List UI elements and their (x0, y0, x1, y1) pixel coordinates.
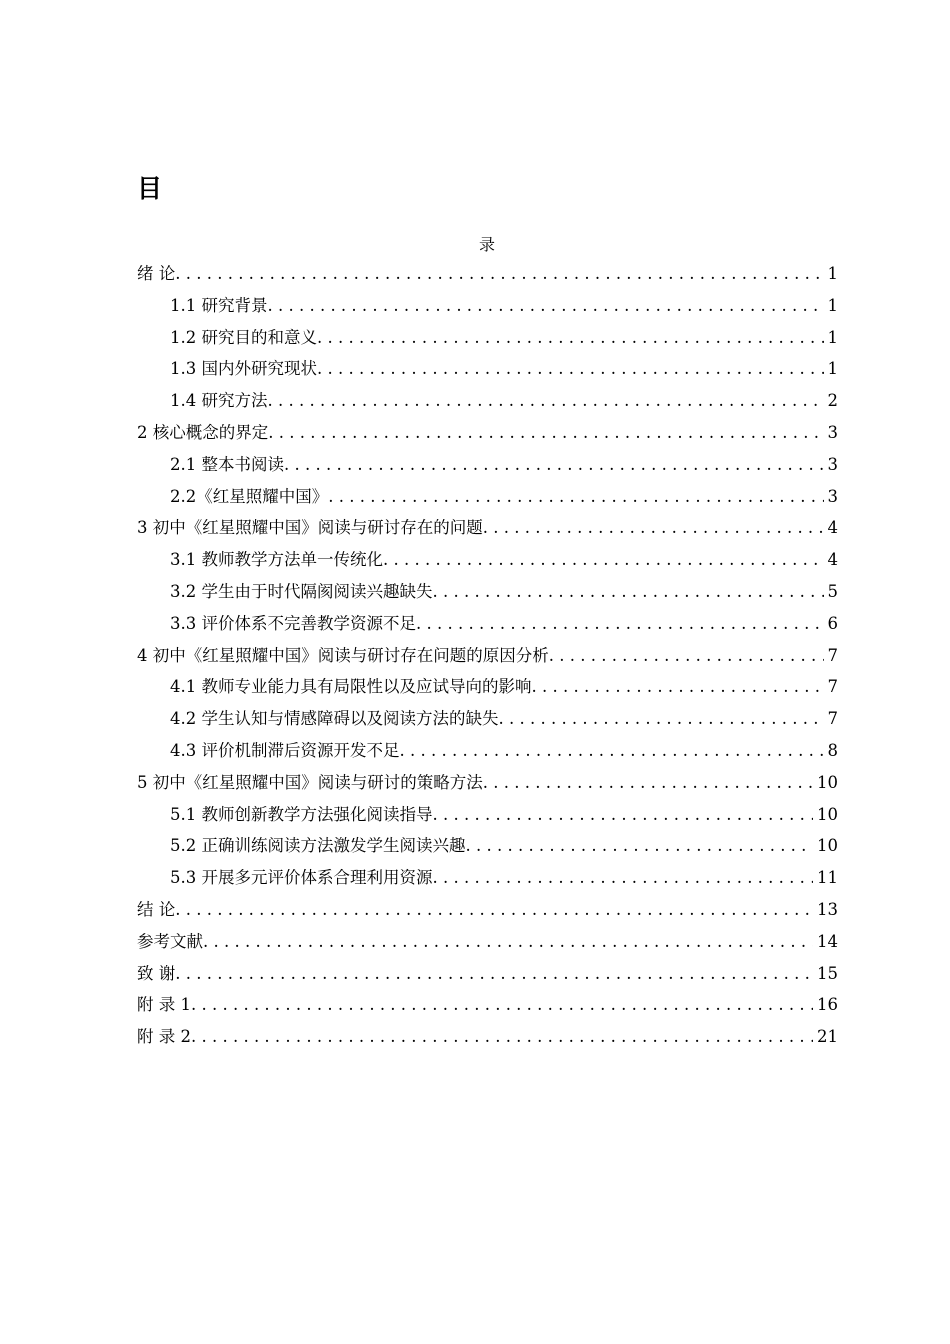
toc-entry-page: 7 (827, 677, 838, 697)
toc-entry-page: 3 (827, 486, 838, 506)
toc-entry-title: 参考文献 (137, 931, 203, 951)
toc-entry-title: 致 谢 (137, 963, 176, 983)
toc-entry-4-1[interactable] (137, 671, 838, 703)
toc-entry-title: 4.1 教师专业能力具有局限性以及应试导向的影响 (170, 677, 532, 697)
toc-entry-page: 10 (817, 836, 838, 856)
toc-entry-1-1[interactable] (137, 290, 838, 322)
toc-dot-leader (466, 830, 814, 862)
toc-dot-leader (268, 417, 823, 449)
toc-entry-title: 5.1 教师创新教学方法强化阅读指导 (170, 804, 433, 824)
toc-entry-title: 5.3 开展多元评价体系合理利用资源 (170, 868, 433, 888)
toc-entry-page: 13 (817, 899, 838, 919)
toc-entry-title: 2.2《红星照耀中国》 (170, 486, 329, 506)
toc-dot-leader (175, 958, 813, 990)
toc-entry-title: 附 录 1 (137, 995, 191, 1015)
toc-entry-3[interactable] (137, 512, 838, 544)
toc-entry-1-2[interactable] (137, 322, 838, 354)
toc-entry-5[interactable] (137, 767, 838, 799)
toc-dot-leader (191, 989, 813, 1021)
toc-entry-page: 14 (817, 931, 838, 951)
toc-entry-title: 1.1 研究背景 (170, 295, 268, 315)
toc-dot-leader (383, 544, 824, 576)
toc-entry-title: 3 初中《红星照耀中国》阅读与研讨存在的问题 (137, 518, 483, 538)
toc-dot-leader (433, 799, 814, 831)
toc-entry-page: 15 (817, 963, 838, 983)
toc-entry-page: 4 (827, 550, 838, 570)
toc-entry-page: 7 (827, 645, 838, 665)
toc-entry-page: 8 (827, 740, 838, 760)
toc-heading-mu: 目 (137, 174, 163, 203)
toc-entry-page: 1 (827, 264, 838, 283)
toc-entry-4-3[interactable] (137, 735, 838, 767)
toc-entry-3-1[interactable] (137, 544, 838, 576)
toc-entry-title: 1.4 研究方法 (170, 391, 268, 411)
toc-entry-title: 3.1 教师教学方法单一传统化 (170, 550, 383, 570)
toc-entry-page: 3 (827, 422, 838, 442)
toc-dot-leader (203, 926, 813, 958)
toc-dot-leader (175, 258, 823, 290)
toc-dot-leader (268, 385, 824, 417)
toc-dot-leader (175, 894, 813, 926)
toc-dot-leader (317, 322, 824, 354)
toc-dot-leader (191, 1021, 813, 1053)
toc-dot-leader (317, 353, 824, 385)
toc-entry-title: 4.3 评价机制滞后资源开发不足 (170, 740, 400, 760)
toc-entry-page: 3 (827, 454, 838, 474)
toc-entry-introduction[interactable] (137, 258, 838, 290)
toc-entry-title: 5.2 正确训练阅读方法激发学生阅读兴趣 (170, 836, 466, 856)
toc-entry-page: 7 (827, 709, 838, 729)
toc-entry-appendix-2[interactable] (137, 1021, 838, 1053)
toc-entry-3-3[interactable] (137, 608, 838, 640)
toc-entry-page: 21 (817, 1027, 838, 1047)
toc-dot-leader (328, 481, 823, 513)
toc-entry-4-2[interactable] (137, 703, 838, 735)
toc-entry-references[interactable] (137, 926, 838, 958)
toc-entry-page: 1 (827, 327, 838, 347)
toc-entry-title: 3.2 学生由于时代隔阂阅读兴趣缺失 (170, 581, 433, 601)
toc-entry-page: 1 (827, 295, 838, 315)
toc-entry-3-2[interactable] (137, 576, 838, 608)
toc-entry-title: 绪 论 (137, 264, 176, 283)
toc-entry-title: 2 核心概念的界定 (137, 422, 269, 442)
toc-entry-page: 4 (827, 518, 838, 538)
toc-entry-appendix-1[interactable] (137, 989, 838, 1021)
toc-entry-title: 5 初中《红星照耀中国》阅读与研讨的策略方法 (137, 772, 483, 792)
toc-entry-5-3[interactable] (137, 862, 838, 894)
toc-dot-leader (268, 290, 824, 322)
toc-entry-2-2[interactable] (137, 481, 838, 513)
toc-entry-4[interactable] (137, 640, 838, 672)
toc-entry-2[interactable] (137, 417, 838, 449)
toc-entry-5-2[interactable] (137, 830, 838, 862)
table-of-contents (137, 258, 838, 1053)
toc-entry-page: 2 (827, 391, 838, 411)
toc-entry-title: 4 初中《红星照耀中国》阅读与研讨存在问题的原因分析 (137, 645, 549, 665)
toc-dot-leader (532, 671, 824, 703)
toc-entry-page: 5 (827, 581, 838, 601)
toc-entry-1-4[interactable] (137, 385, 838, 417)
toc-dot-leader (499, 703, 824, 735)
toc-heading-lu: 录 (478, 235, 495, 254)
toc-dot-leader (483, 767, 813, 799)
toc-dot-leader (433, 862, 814, 894)
toc-dot-leader (483, 512, 824, 544)
toc-dot-leader (284, 449, 824, 481)
toc-entry-page: 10 (817, 804, 838, 824)
toc-entry-page: 16 (817, 995, 838, 1015)
toc-entry-title: 1.2 研究目的和意义 (170, 327, 317, 347)
toc-dot-leader (549, 640, 824, 672)
toc-entry-page: 10 (817, 772, 838, 792)
toc-entry-acknowledgements[interactable] (137, 958, 838, 990)
toc-entry-title: 附 录 2 (137, 1027, 191, 1047)
toc-entry-page: 1 (827, 359, 838, 379)
toc-entry-conclusion[interactable] (137, 894, 838, 926)
toc-entry-1-3[interactable] (137, 353, 838, 385)
toc-entry-title: 2.1 整本书阅读 (170, 454, 284, 474)
toc-dot-leader (433, 576, 824, 608)
toc-entry-page: 6 (827, 613, 838, 633)
toc-entry-title: 4.2 学生认知与情感障碍以及阅读方法的缺失 (170, 709, 499, 729)
toc-entry-title: 结 论 (137, 899, 176, 919)
toc-entry-5-1[interactable] (137, 799, 838, 831)
toc-dot-leader (400, 735, 824, 767)
toc-entry-page: 11 (817, 868, 838, 888)
toc-entry-2-1[interactable] (137, 449, 838, 481)
toc-entry-title: 1.3 国内外研究现状 (170, 359, 317, 379)
toc-entry-title: 3.3 评价体系不完善教学资源不足 (170, 613, 416, 633)
toc-dot-leader (416, 608, 824, 640)
